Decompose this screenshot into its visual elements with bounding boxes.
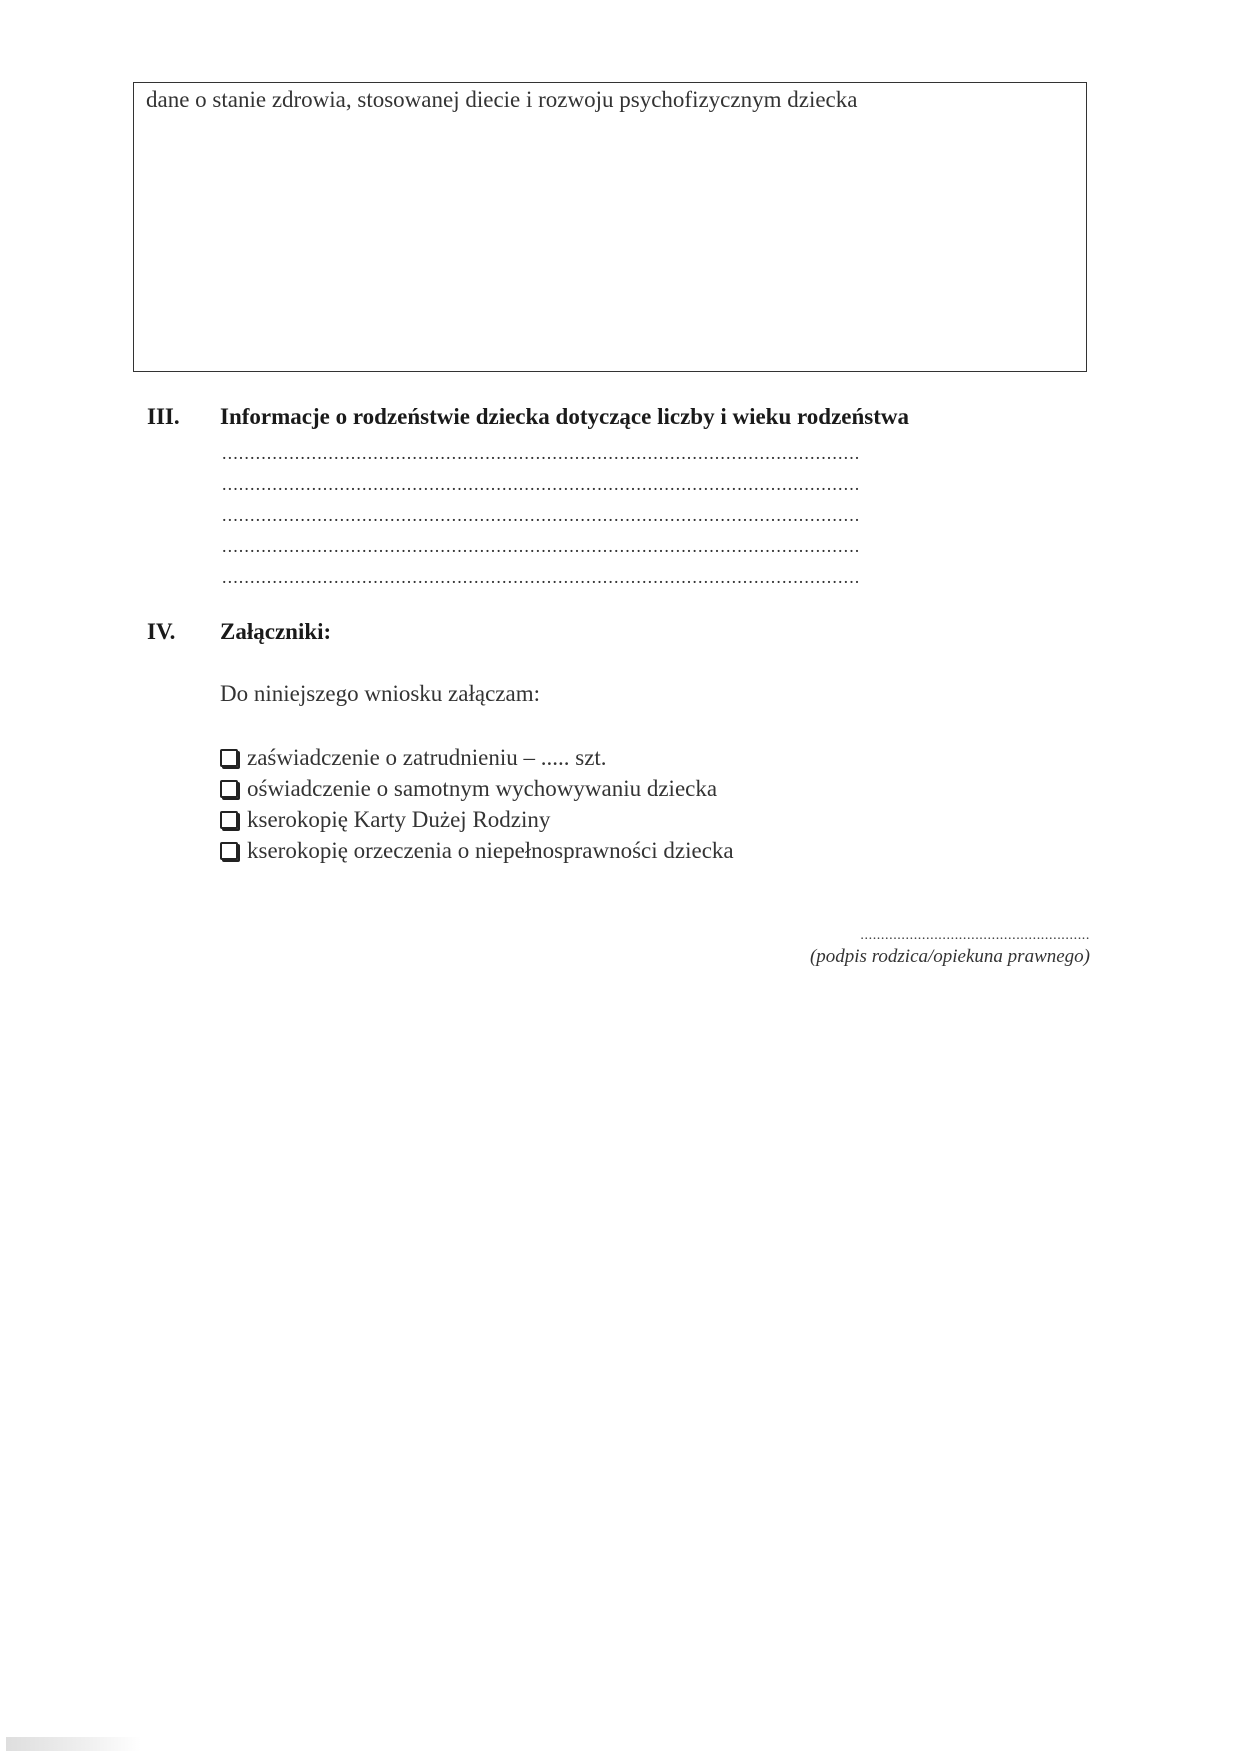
signature-line[interactable]: ........................................................ [860, 928, 1090, 943]
checkbox-icon[interactable] [220, 811, 238, 829]
answer-line: .................................................................................................................. [222, 567, 861, 587]
answer-line: .................................................................................................................. [222, 505, 861, 525]
checkbox-icon[interactable] [220, 749, 238, 767]
section-iv-title: Załączniki: [220, 619, 332, 644]
answer-line: .................................................................................................................. [222, 443, 861, 463]
health-info-label: dane o stanie zdrowia, stosowanej diecie i rozwoju psychofizycznym dziecka [146, 87, 858, 112]
attachment-label: oświadczenie o samotnym wychowywaniu dziecka [247, 775, 718, 801]
checkbox-icon[interactable] [220, 842, 238, 860]
section-iv-number: IV. [147, 619, 176, 644]
list-item [220, 835, 734, 866]
list-item [220, 804, 734, 835]
section-iii-number: III. [147, 404, 180, 429]
health-info-box[interactable] [133, 82, 1087, 372]
list-item [220, 742, 734, 773]
siblings-answer-lines[interactable] [222, 438, 1067, 593]
attachment-label: kserokopię orzeczenia o niepełnosprawności dziecka [247, 837, 734, 863]
scan-artifact [6, 1737, 141, 1751]
list-item [220, 773, 734, 804]
attachment-label: kserokopię Karty Dużej Rodziny [247, 806, 551, 832]
checkbox-icon[interactable] [220, 780, 238, 798]
signature-caption: (podpis rodzica/opiekuna prawnego) [809, 946, 1090, 967]
attachment-label: zaświadczenie o zatrudnieniu – ..... szt. [247, 744, 607, 770]
answer-line: .................................................................................................................. [222, 474, 861, 494]
attachments-list [220, 742, 734, 866]
section-iii-title: Informacje o rodzeństwie dziecka dotyczące liczby i wieku rodzeństwa [220, 404, 910, 429]
signature-block [760, 928, 1090, 968]
attachments-intro: Do niniejszego wniosku załączam: [220, 681, 540, 706]
answer-line: .................................................................................................................. [222, 536, 861, 556]
